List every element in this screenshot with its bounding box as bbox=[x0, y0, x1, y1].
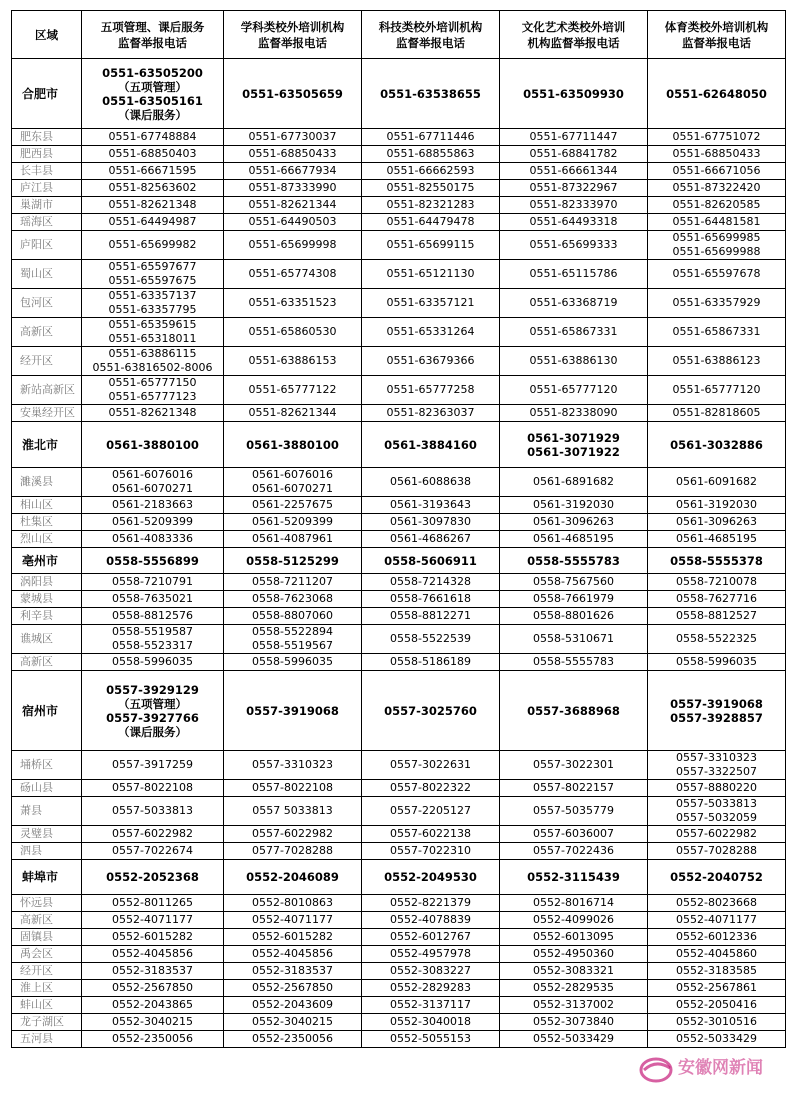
phone-cell: 0551-65699985 0551-65699988 bbox=[648, 231, 786, 260]
phone-cell: 0552-8011265 bbox=[82, 895, 224, 912]
phone-cell: 0551-66671056 bbox=[648, 163, 786, 180]
region-cell: 巢湖市 bbox=[12, 197, 82, 214]
phone-cell: 0558-7210078 bbox=[648, 574, 786, 591]
table-row bbox=[12, 231, 786, 260]
region-cell: 砀山县 bbox=[12, 780, 82, 797]
phone-cell: 0558-5519587 0558-5523317 bbox=[82, 625, 224, 654]
phone-cell: 0552-3040215 bbox=[224, 1014, 362, 1031]
phone-cell: 0551-63351523 bbox=[224, 289, 362, 318]
phone-cell: 0552-2567850 bbox=[82, 980, 224, 997]
phone-cell: 0558-5186189 bbox=[362, 654, 500, 671]
phone-cell: 0557-6022138 bbox=[362, 826, 500, 843]
city-row bbox=[12, 59, 786, 129]
phone-cell: 0557-3025760 bbox=[362, 671, 500, 751]
phone-cell: 0561-3096263 bbox=[648, 514, 786, 531]
phone-cell: 0552-6015282 bbox=[82, 929, 224, 946]
phone-cell: 0551-68850433 bbox=[648, 146, 786, 163]
phone-cell: 0552-2043865 bbox=[82, 997, 224, 1014]
table-row bbox=[12, 946, 786, 963]
region-cell: 庐阳区 bbox=[12, 231, 82, 260]
table-row bbox=[12, 163, 786, 180]
region-cell: 灵璧县 bbox=[12, 826, 82, 843]
phone-cell: 0551-65867331 bbox=[500, 318, 648, 347]
phone-cell: 0561-6076016 0561-6070271 bbox=[224, 468, 362, 497]
phone-cell: 0551-65359615 0551-65318011 bbox=[82, 318, 224, 347]
phone-cell: 0552-4071177 bbox=[224, 912, 362, 929]
phone-cell: 0552-2829283 bbox=[362, 980, 500, 997]
phone-cell: 0561-3097830 bbox=[362, 514, 500, 531]
phone-cell: 0561-6891682 bbox=[500, 468, 648, 497]
phone-cell: 0551-67748884 bbox=[82, 129, 224, 146]
table-row bbox=[12, 214, 786, 231]
phone-cell: 0558-7211207 bbox=[224, 574, 362, 591]
column-header-5: 体育类校外培训机构 监督举报电话 bbox=[648, 11, 786, 59]
phone-cell: 0557-3919068 bbox=[224, 671, 362, 751]
region-cell: 肥西县 bbox=[12, 146, 82, 163]
phone-cell: 0552-2040752 bbox=[648, 860, 786, 895]
phone-cell: 0552-4071177 bbox=[648, 912, 786, 929]
region-cell: 高新区 bbox=[12, 318, 82, 347]
phone-cell: 0557-7022310 bbox=[362, 843, 500, 860]
phone-cell: 0552-3183537 bbox=[82, 963, 224, 980]
phone-cell: 0557-3919068 0557-3928857 bbox=[648, 671, 786, 751]
watermark-logo bbox=[636, 1051, 786, 1085]
phone-cell: 0551-66662593 bbox=[362, 163, 500, 180]
region-cell: 埇桥区 bbox=[12, 751, 82, 780]
phone-cell: 0552-3073840 bbox=[500, 1014, 648, 1031]
phone-cell: 0551-63679366 bbox=[362, 347, 500, 376]
phone-cell: 0561-2183663 bbox=[82, 497, 224, 514]
table-row bbox=[12, 608, 786, 625]
region-cell: 蜀山区 bbox=[12, 260, 82, 289]
phone-cell: 0551-82333970 bbox=[500, 197, 648, 214]
region-cell: 蒙城县 bbox=[12, 591, 82, 608]
table-row bbox=[12, 997, 786, 1014]
phone-cell: 0551-82621344 bbox=[224, 197, 362, 214]
phone-cell: 0552-3183585 bbox=[648, 963, 786, 980]
phone-cell: 0558-7210791 bbox=[82, 574, 224, 591]
phone-cell: 0558-5125299 bbox=[224, 548, 362, 574]
phone-cell: 0552-3083227 bbox=[362, 963, 500, 980]
table-row bbox=[12, 591, 786, 608]
phone-cell: 0558-8812576 bbox=[82, 608, 224, 625]
region-cell: 固镇县 bbox=[12, 929, 82, 946]
region-cell: 龙子湖区 bbox=[12, 1014, 82, 1031]
phone-cell: 0561-3192030 bbox=[500, 497, 648, 514]
phone-cell: 0551-65777258 bbox=[362, 376, 500, 405]
table-row bbox=[12, 197, 786, 214]
phone-cell: 0558-5606911 bbox=[362, 548, 500, 574]
phone-cell: 0551-64490503 bbox=[224, 214, 362, 231]
phone-cell: 0551-65774308 bbox=[224, 260, 362, 289]
phone-cell: 0552-3115439 bbox=[500, 860, 648, 895]
phone-cell: 0561-5209399 bbox=[82, 514, 224, 531]
phone-cell: 0551-65867331 bbox=[648, 318, 786, 347]
phone-cell: 0551-68850433 bbox=[224, 146, 362, 163]
column-header-4: 文化艺术类校外培训 机构监督举报电话 bbox=[500, 11, 648, 59]
phone-cell: 0552-2350056 bbox=[224, 1031, 362, 1048]
phone-cell: 0551-65699998 bbox=[224, 231, 362, 260]
phone-cell: 0551-63357137 0551-63357795 bbox=[82, 289, 224, 318]
hotline-table bbox=[11, 10, 786, 1048]
table-row bbox=[12, 468, 786, 497]
phone-cell: 0557-6022982 bbox=[82, 826, 224, 843]
phone-cell: 0552-3183537 bbox=[224, 963, 362, 980]
phone-cell: 0551-65699333 bbox=[500, 231, 648, 260]
region-cell: 禹会区 bbox=[12, 946, 82, 963]
region-cell: 高新区 bbox=[12, 912, 82, 929]
phone-cell: 0558-5555783 bbox=[500, 548, 648, 574]
phone-cell: 0551-82563602 bbox=[82, 180, 224, 197]
phone-cell: 0558-8801626 bbox=[500, 608, 648, 625]
table-row bbox=[12, 895, 786, 912]
region-cell: 蚌埠市 bbox=[12, 860, 82, 895]
region-cell: 五河县 bbox=[12, 1031, 82, 1048]
region-cell: 烈山区 bbox=[12, 531, 82, 548]
phone-cell: 0551-66677934 bbox=[224, 163, 362, 180]
phone-cell: 0552-6013095 bbox=[500, 929, 648, 946]
phone-cell: 0551-63505659 bbox=[224, 59, 362, 129]
phone-cell: 0551-65860530 bbox=[224, 318, 362, 347]
region-cell: 包河区 bbox=[12, 289, 82, 318]
phone-cell: 0551-65777120 bbox=[500, 376, 648, 405]
phone-cell: 0551-67751072 bbox=[648, 129, 786, 146]
phone-cell: 0552-4950360 bbox=[500, 946, 648, 963]
region-cell: 高新区 bbox=[12, 654, 82, 671]
phone-cell: 0551-65699982 bbox=[82, 231, 224, 260]
phone-cell: 0557-8022108 bbox=[224, 780, 362, 797]
phone-cell: 0552-5033429 bbox=[500, 1031, 648, 1048]
table-row bbox=[12, 797, 786, 826]
phone-cell: 0557-6022982 bbox=[648, 826, 786, 843]
phone-cell: 0561-5209399 bbox=[224, 514, 362, 531]
column-header-1: 五项管理、课后服务 监督举报电话 bbox=[82, 11, 224, 59]
phone-cell: 0551-82621344 bbox=[224, 405, 362, 422]
region-cell: 亳州市 bbox=[12, 548, 82, 574]
phone-cell: 0557-8022108 bbox=[82, 780, 224, 797]
phone-cell: 0551-63538655 bbox=[362, 59, 500, 129]
phone-cell: 0552-4045856 bbox=[224, 946, 362, 963]
phone-cell: 0557-3022301 bbox=[500, 751, 648, 780]
phone-cell: 0557-3929129 （五项管理） 0557-3927766 （课后服务） bbox=[82, 671, 224, 751]
phone-cell: 0552-5033429 bbox=[648, 1031, 786, 1048]
region-cell: 宿州市 bbox=[12, 671, 82, 751]
phone-cell: 0551-65121130 bbox=[362, 260, 500, 289]
phone-cell: 0551-63368719 bbox=[500, 289, 648, 318]
city-row bbox=[12, 860, 786, 895]
phone-cell: 0552-3040018 bbox=[362, 1014, 500, 1031]
phone-cell: 0551-65597677 0551-65597675 bbox=[82, 260, 224, 289]
phone-cell: 0551-63886153 bbox=[224, 347, 362, 376]
phone-cell: 0552-4071177 bbox=[82, 912, 224, 929]
phone-cell: 0558-7661979 bbox=[500, 591, 648, 608]
phone-cell: 0558-5996035 bbox=[82, 654, 224, 671]
table-row bbox=[12, 497, 786, 514]
table-body bbox=[12, 59, 786, 1048]
phone-cell: 0558-7635021 bbox=[82, 591, 224, 608]
table-row bbox=[12, 318, 786, 347]
region-cell: 经开区 bbox=[12, 963, 82, 980]
phone-cell: 0552-2050416 bbox=[648, 997, 786, 1014]
phone-cell: 0551-64493318 bbox=[500, 214, 648, 231]
phone-cell: 0552-5055153 bbox=[362, 1031, 500, 1048]
phone-cell: 0551-87322420 bbox=[648, 180, 786, 197]
phone-cell: 0551-82321283 bbox=[362, 197, 500, 214]
table-row bbox=[12, 376, 786, 405]
phone-cell: 0551-82818605 bbox=[648, 405, 786, 422]
phone-cell: 0551-87322967 bbox=[500, 180, 648, 197]
phone-cell: 0552-2046089 bbox=[224, 860, 362, 895]
phone-cell: 0552-2567861 bbox=[648, 980, 786, 997]
phone-cell: 0552-4099026 bbox=[500, 912, 648, 929]
column-header-3: 科技类校外培训机构 监督举报电话 bbox=[362, 11, 500, 59]
phone-cell: 0557-5033813 0557-5032059 bbox=[648, 797, 786, 826]
phone-cell: 0551-63357929 bbox=[648, 289, 786, 318]
city-row bbox=[12, 548, 786, 574]
phone-cell: 0551-65699115 bbox=[362, 231, 500, 260]
phone-cell: 0557-6036007 bbox=[500, 826, 648, 843]
phone-cell: 0552-8221379 bbox=[362, 895, 500, 912]
phone-cell: 0557-5033813 bbox=[82, 797, 224, 826]
table-row bbox=[12, 289, 786, 318]
table-row bbox=[12, 963, 786, 980]
phone-cell: 0551-66661344 bbox=[500, 163, 648, 180]
phone-cell: 0551-68850403 bbox=[82, 146, 224, 163]
phone-cell: 0552-8010863 bbox=[224, 895, 362, 912]
region-cell: 涡阳县 bbox=[12, 574, 82, 591]
phone-cell: 0552-6012336 bbox=[648, 929, 786, 946]
phone-cell: 0551-82363037 bbox=[362, 405, 500, 422]
phone-cell: 0561-4685195 bbox=[500, 531, 648, 548]
phone-cell: 0561-3880100 bbox=[224, 422, 362, 468]
phone-cell: 0561-6088638 bbox=[362, 468, 500, 497]
table-row bbox=[12, 514, 786, 531]
phone-cell: 0552-2049530 bbox=[362, 860, 500, 895]
table-row bbox=[12, 347, 786, 376]
phone-cell: 0561-6076016 0561-6070271 bbox=[82, 468, 224, 497]
phone-cell: 0551-65597678 bbox=[648, 260, 786, 289]
phone-cell: 0558-5555378 bbox=[648, 548, 786, 574]
phone-cell: 0561-4087961 bbox=[224, 531, 362, 548]
phone-cell: 0551-65777122 bbox=[224, 376, 362, 405]
phone-cell: 0557-3310323 0557-3322507 bbox=[648, 751, 786, 780]
phone-cell: 0558-7623068 bbox=[224, 591, 362, 608]
phone-cell: 0552-4078839 bbox=[362, 912, 500, 929]
phone-cell: 0558-7627716 bbox=[648, 591, 786, 608]
phone-cell: 0561-3193643 bbox=[362, 497, 500, 514]
phone-cell: 0558-5522539 bbox=[362, 625, 500, 654]
phone-cell: 0552-2350056 bbox=[82, 1031, 224, 1048]
region-cell: 谯城区 bbox=[12, 625, 82, 654]
phone-cell: 0561-2257675 bbox=[224, 497, 362, 514]
phone-cell: 0552-2043609 bbox=[224, 997, 362, 1014]
phone-cell: 0557-5035779 bbox=[500, 797, 648, 826]
table-row bbox=[12, 1031, 786, 1048]
phone-cell: 0557-3022631 bbox=[362, 751, 500, 780]
phone-cell: 0557-6022982 bbox=[224, 826, 362, 843]
phone-cell: 0552-3010516 bbox=[648, 1014, 786, 1031]
phone-cell: 0551-65777120 bbox=[648, 376, 786, 405]
phone-cell: 0561-3884160 bbox=[362, 422, 500, 468]
phone-cell: 0558-7661618 bbox=[362, 591, 500, 608]
phone-cell: 0558-5556899 bbox=[82, 548, 224, 574]
phone-cell: 0552-3083321 bbox=[500, 963, 648, 980]
phone-cell: 0558-8812271 bbox=[362, 608, 500, 625]
table-row bbox=[12, 625, 786, 654]
city-row bbox=[12, 671, 786, 751]
phone-cell: 0577-7028288 bbox=[224, 843, 362, 860]
phone-cell: 0558-7567560 bbox=[500, 574, 648, 591]
phone-cell: 0552-6015282 bbox=[224, 929, 362, 946]
phone-cell: 0558-5522894 0558-5519567 bbox=[224, 625, 362, 654]
phone-cell: 0551-82550175 bbox=[362, 180, 500, 197]
phone-cell: 0561-4083336 bbox=[82, 531, 224, 548]
phone-cell: 0558-5996035 bbox=[224, 654, 362, 671]
phone-cell: 0561-3071929 0561-3071922 bbox=[500, 422, 648, 468]
phone-cell: 0558-5310671 bbox=[500, 625, 648, 654]
region-cell: 怀远县 bbox=[12, 895, 82, 912]
table-row bbox=[12, 146, 786, 163]
phone-cell: 0552-4045860 bbox=[648, 946, 786, 963]
phone-cell: 0552-6012767 bbox=[362, 929, 500, 946]
phone-cell: 0561-4685195 bbox=[648, 531, 786, 548]
phone-cell: 0558-8807060 bbox=[224, 608, 362, 625]
region-cell: 长丰县 bbox=[12, 163, 82, 180]
phone-cell: 0551-82620585 bbox=[648, 197, 786, 214]
phone-cell: 0551-82621348 bbox=[82, 197, 224, 214]
table-row bbox=[12, 751, 786, 780]
phone-cell: 0552-8016714 bbox=[500, 895, 648, 912]
column-header-0: 区域 bbox=[12, 11, 82, 59]
phone-cell: 0561-3032886 bbox=[648, 422, 786, 468]
phone-cell: 0557-2205127 bbox=[362, 797, 500, 826]
table-row bbox=[12, 260, 786, 289]
phone-cell: 0557-8022322 bbox=[362, 780, 500, 797]
region-cell: 淮北市 bbox=[12, 422, 82, 468]
table-row bbox=[12, 1014, 786, 1031]
phone-cell: 0552-4957978 bbox=[362, 946, 500, 963]
phone-cell: 0552-2567850 bbox=[224, 980, 362, 997]
phone-cell: 0551-62648050 bbox=[648, 59, 786, 129]
region-cell: 安巢经开区 bbox=[12, 405, 82, 422]
phone-cell: 0552-2829535 bbox=[500, 980, 648, 997]
column-header-2: 学科类校外培训机构 监督举报电话 bbox=[224, 11, 362, 59]
phone-cell: 0558-5522325 bbox=[648, 625, 786, 654]
table-row bbox=[12, 929, 786, 946]
phone-cell: 0552-2052368 bbox=[82, 860, 224, 895]
region-cell: 蚌山区 bbox=[12, 997, 82, 1014]
table-row bbox=[12, 180, 786, 197]
phone-cell: 0557-3688968 bbox=[500, 671, 648, 751]
table-row bbox=[12, 980, 786, 997]
region-cell: 泗县 bbox=[12, 843, 82, 860]
phone-cell: 0551-87333990 bbox=[224, 180, 362, 197]
phone-cell: 0551-82621348 bbox=[82, 405, 224, 422]
phone-cell: 0551-65115786 bbox=[500, 260, 648, 289]
phone-cell: 0551-67730037 bbox=[224, 129, 362, 146]
phone-cell: 0558-5555783 bbox=[500, 654, 648, 671]
phone-cell: 0558-8812527 bbox=[648, 608, 786, 625]
phone-cell: 0557-8880220 bbox=[648, 780, 786, 797]
phone-cell: 0561-4686267 bbox=[362, 531, 500, 548]
phone-cell: 0551-65777150 0551-65777123 bbox=[82, 376, 224, 405]
header-row bbox=[12, 11, 786, 59]
region-cell: 相山区 bbox=[12, 497, 82, 514]
table-row bbox=[12, 574, 786, 591]
region-cell: 瑶海区 bbox=[12, 214, 82, 231]
phone-cell: 0551-68855863 bbox=[362, 146, 500, 163]
region-cell: 合肥市 bbox=[12, 59, 82, 129]
table-row bbox=[12, 531, 786, 548]
watermark-text: 安徽网新闻 bbox=[678, 1058, 763, 1078]
phone-cell: 0557-7022674 bbox=[82, 843, 224, 860]
phone-cell: 0552-3137002 bbox=[500, 997, 648, 1014]
phone-cell: 0551-66671595 bbox=[82, 163, 224, 180]
phone-cell: 0551-63509930 bbox=[500, 59, 648, 129]
phone-cell: 0551-82338090 bbox=[500, 405, 648, 422]
region-cell: 淮上区 bbox=[12, 980, 82, 997]
phone-cell: 0551-67711447 bbox=[500, 129, 648, 146]
region-cell: 经开区 bbox=[12, 347, 82, 376]
phone-cell: 0558-5996035 bbox=[648, 654, 786, 671]
region-cell: 杜集区 bbox=[12, 514, 82, 531]
phone-cell: 0551-65331264 bbox=[362, 318, 500, 347]
phone-cell: 0557-7022436 bbox=[500, 843, 648, 860]
phone-cell: 0551-63886130 bbox=[500, 347, 648, 376]
region-cell: 利辛县 bbox=[12, 608, 82, 625]
region-cell: 肥东县 bbox=[12, 129, 82, 146]
phone-cell: 0558-7214328 bbox=[362, 574, 500, 591]
phone-cell: 0557-8022157 bbox=[500, 780, 648, 797]
phone-cell: 0551-67711446 bbox=[362, 129, 500, 146]
phone-cell: 0551-63886115 0551-63816502-8006 bbox=[82, 347, 224, 376]
phone-cell: 0552-4045856 bbox=[82, 946, 224, 963]
phone-cell: 0552-8023668 bbox=[648, 895, 786, 912]
phone-cell: 0551-64494987 bbox=[82, 214, 224, 231]
phone-cell: 0551-68841782 bbox=[500, 146, 648, 163]
table-row bbox=[12, 654, 786, 671]
phone-cell: 0551-63886123 bbox=[648, 347, 786, 376]
phone-cell: 0557-3917259 bbox=[82, 751, 224, 780]
table-row bbox=[12, 826, 786, 843]
region-cell: 庐江县 bbox=[12, 180, 82, 197]
phone-cell: 0552-3040215 bbox=[82, 1014, 224, 1031]
phone-cell: 0557 5033813 bbox=[224, 797, 362, 826]
phone-cell: 0561-3096263 bbox=[500, 514, 648, 531]
city-row bbox=[12, 422, 786, 468]
table-row bbox=[12, 912, 786, 929]
phone-cell: 0552-3137117 bbox=[362, 997, 500, 1014]
phone-cell: 0551-63357121 bbox=[362, 289, 500, 318]
phone-cell: 0561-3192030 bbox=[648, 497, 786, 514]
table-row bbox=[12, 780, 786, 797]
table-row bbox=[12, 843, 786, 860]
phone-cell: 0551-64479478 bbox=[362, 214, 500, 231]
table-row bbox=[12, 405, 786, 422]
region-cell: 新站高新区 bbox=[12, 376, 82, 405]
table-row bbox=[12, 129, 786, 146]
phone-cell: 0557-3310323 bbox=[224, 751, 362, 780]
phone-cell: 0557-7028288 bbox=[648, 843, 786, 860]
region-cell: 濉溪县 bbox=[12, 468, 82, 497]
phone-cell: 0551-63505200 （五项管理） 0551-63505161 （课后服务） bbox=[82, 59, 224, 129]
region-cell: 萧县 bbox=[12, 797, 82, 826]
phone-cell: 0551-64481581 bbox=[648, 214, 786, 231]
phone-cell: 0561-6091682 bbox=[648, 468, 786, 497]
phone-cell: 0561-3880100 bbox=[82, 422, 224, 468]
